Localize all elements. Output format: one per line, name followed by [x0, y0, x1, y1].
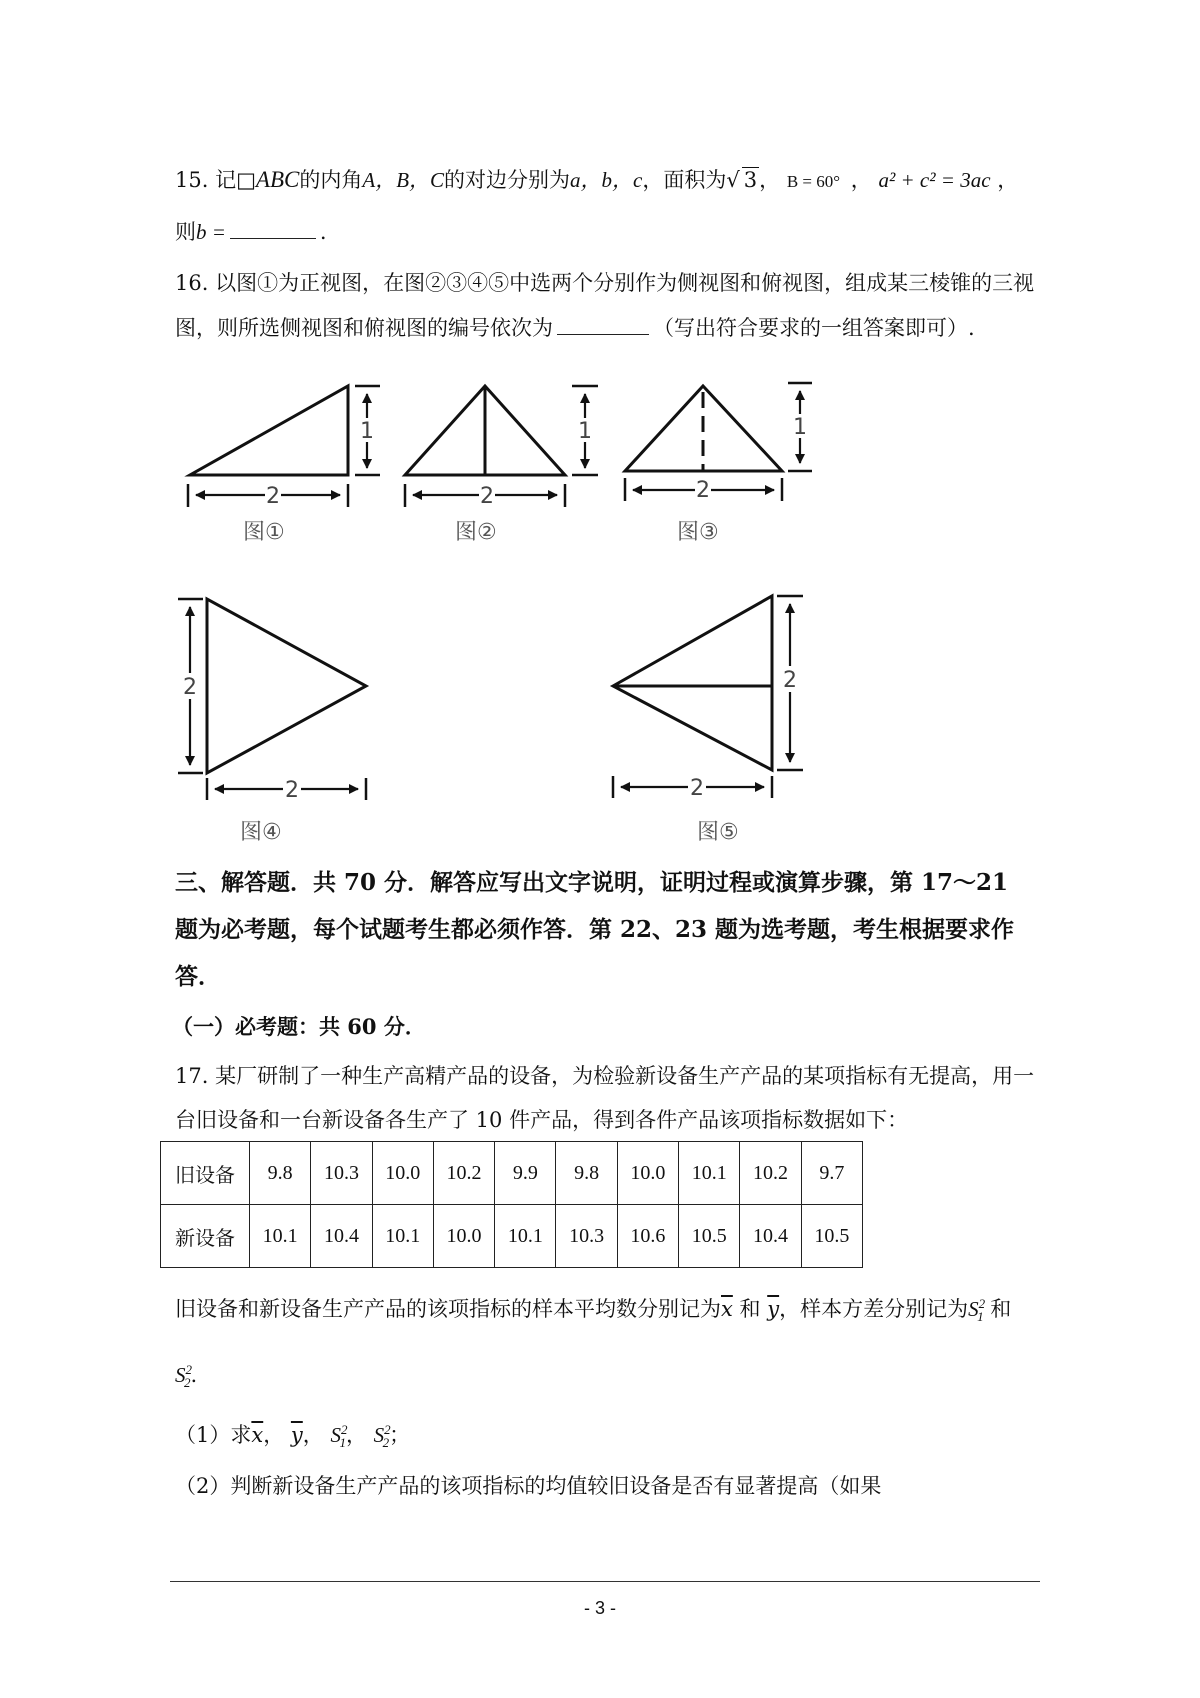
angle-b-condition: B = 60°	[786, 172, 841, 191]
section3-line2: 题为必考题，每个试题考生都必须作答．第 22、23 题为选考题，考生根据要求作	[175, 916, 1015, 943]
q15-line1: 15. 记□ABC的内角A，B，C的对边分别为a，b，c，面积为√ 3， B = 60° ， a² + c² = 3ac ，	[175, 165, 1018, 197]
figures-svg	[0, 0, 1200, 840]
table-cell: 10.1	[372, 1205, 433, 1268]
page-number: - 3 -	[583, 1598, 616, 1618]
fig5-width-label: 2	[690, 776, 704, 801]
fig1-caption: 图①	[243, 520, 285, 545]
table-cell: 10.3	[311, 1142, 372, 1205]
figure-4	[178, 599, 366, 800]
q16-line1: 16. 以图①为正视图，在图②③④⑤中选两个分别作为侧视图和俯视图，组成某三棱锥的三视	[175, 271, 1035, 295]
fig2-width-label: 2	[480, 484, 494, 509]
sqrt-three: √ 3	[726, 168, 758, 192]
equation-condition: a² + c² = 3ac	[878, 168, 991, 192]
table-cell: 9.8	[250, 1142, 311, 1205]
table-cell: 10.4	[740, 1205, 801, 1268]
q17-s2-line: $S^2_2$.	[175, 1362, 198, 1391]
table-cell: 9.8	[556, 1142, 617, 1205]
fig1-width-label: 2	[266, 484, 280, 509]
data-table	[160, 1141, 863, 1268]
table-cell: 9.7	[801, 1142, 862, 1205]
mean-x: $\overline{x}$	[721, 1297, 733, 1321]
figure-3	[625, 383, 812, 501]
row-label: 新设备	[161, 1205, 250, 1268]
fig3-width-label: 2	[696, 478, 710, 503]
fig2-height-label: 1	[578, 419, 592, 444]
table-cell: 10.5	[679, 1205, 740, 1268]
figure-1	[188, 386, 380, 507]
table-cell: 10.1	[679, 1142, 740, 1205]
fig4-height-label: 2	[183, 675, 197, 700]
fig4-caption: 图④	[240, 820, 282, 845]
section3-line3: 答．	[175, 963, 221, 990]
q17-line2: 台旧设备和一台新设备各生产了 10 件产品，得到各件产品该项指标数据如下：	[175, 1108, 909, 1132]
variance-s1: $S^2_1$	[968, 1296, 986, 1325]
triangle-abc: ABC	[255, 167, 300, 192]
table-row	[161, 1142, 863, 1205]
fig5-caption: 图⑤	[697, 820, 739, 845]
fig1-height-label: 1	[360, 419, 374, 444]
table-row	[161, 1205, 863, 1268]
mean-y: $\overline{y}$	[767, 1297, 780, 1321]
fig3-height-label: 1	[793, 415, 807, 440]
row-label: 旧设备	[161, 1142, 250, 1205]
table-cell: 10.5	[801, 1205, 862, 1268]
q17-part2: （2）判断新设备生产产品的该项指标的均值较旧设备是否有显著提高（如果	[175, 1474, 882, 1498]
fig2-caption: 图②	[455, 520, 497, 545]
footer-divider	[170, 1581, 1040, 1582]
q17-line1: 17. 某厂研制了一种生产高精产品的设备，为检验新设备生产产品的某项指标有无提高，用一	[175, 1064, 1035, 1088]
table-cell: 9.9	[495, 1142, 556, 1205]
section3-line1: 三、解答题．共 70 分．解答应写出文字说明，证明过程或演算步骤，第 17～21	[175, 869, 1009, 896]
table-cell: 10.2	[740, 1142, 801, 1205]
table-cell: 10.0	[372, 1142, 433, 1205]
table-cell: 10.6	[617, 1205, 678, 1268]
q16-line2: 图，则所选侧视图和俯视图的编号依次为 （写出符合要求的一组答案即可）.	[175, 316, 975, 340]
fig4-width-label: 2	[285, 778, 299, 803]
table-cell: 10.3	[556, 1205, 617, 1268]
q17-part1: （1）求$\overline{x}$， $\overline{y}$， $S^2_1$， $S^2_2$；	[175, 1422, 411, 1451]
table-cell: 10.0	[433, 1205, 494, 1268]
section3-subheading: （一）必考题：共 60 分．	[172, 1014, 426, 1039]
q15-line2: 则b = .	[175, 220, 327, 244]
variance-s2: $S^2_2$	[175, 1362, 192, 1391]
table-cell: 10.1	[495, 1205, 556, 1268]
table-cell: 10.2	[433, 1142, 494, 1205]
table-cell: 10.0	[617, 1142, 678, 1205]
figure-2	[405, 386, 598, 507]
table-cell: 10.4	[311, 1205, 372, 1268]
fig3-caption: 图③	[677, 520, 719, 545]
table-cell: 10.1	[250, 1205, 311, 1268]
q17-after-table: 旧设备和新设备生产产品的该项指标的样本平均数分别记为$\overline{x}$ 和 $\overline{y}$，样本方差分别记为$S^2_1$ 和	[175, 1296, 1012, 1325]
fig5-height-label: 2	[783, 668, 797, 693]
figure-5	[613, 596, 803, 798]
